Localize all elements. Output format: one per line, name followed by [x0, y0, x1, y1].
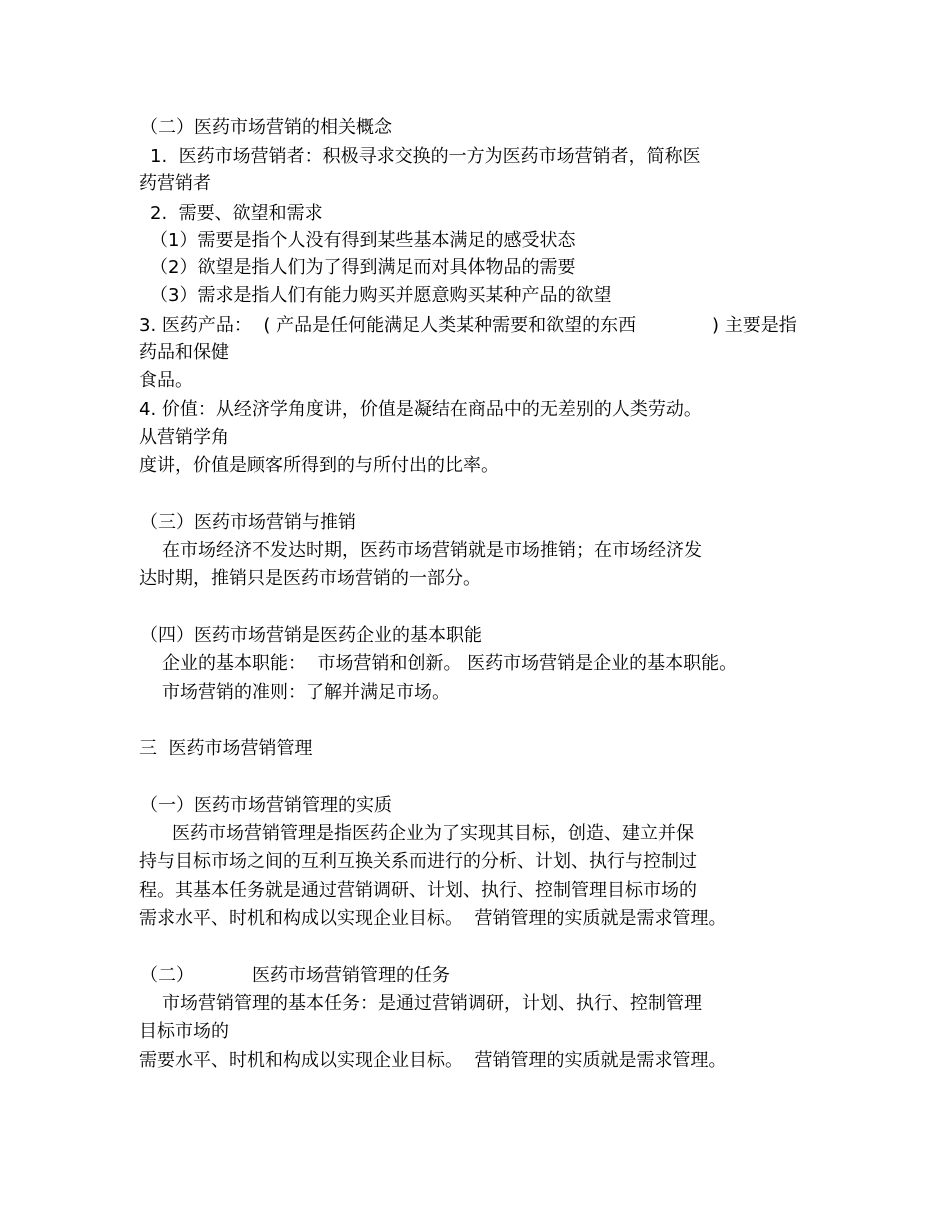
paragraph-line: 市场营销管理的基本任务：是通过营销调研，计划、执行、控制管理	[162, 993, 702, 1014]
section-heading: （四）医药市场营销是医药企业的基本职能	[140, 625, 482, 646]
paragraph-line: 医药市场营销管理是指医药企业为了实现其目标，创造、建立并保	[172, 823, 694, 844]
list-item: （2）欲望是指人们为了得到满足而对具体物品的需要	[150, 257, 576, 278]
paragraph-line: 持与目标市场之间的互利互换关系而进行的分析、计划、执行与控制过	[139, 851, 697, 872]
section-heading-number: （二）	[140, 965, 194, 986]
section-heading: 医药市场营销管理的任务	[252, 965, 450, 986]
paragraph-line: 市场营销的准则：了解并满足市场。	[162, 682, 450, 703]
list-item: （1）需要是指个人没有得到某些基本满足的感受状态	[150, 230, 576, 251]
list-item: （3）需求是指人们有能力购买并愿意购买某种产品的欲望	[150, 285, 612, 306]
chapter-heading: 三 医药市场营销管理	[139, 738, 313, 759]
paragraph-line: 达时期，推销只是医药市场营销的一部分。	[139, 568, 481, 589]
paragraph-line: 企业的基本职能： 市场营销和创新。 医药市场营销是企业的基本职能。	[162, 653, 738, 674]
paragraph-line: 需要水平、时机和构成以实现企业目标。 营销管理的实质就是需求管理。	[139, 1050, 727, 1071]
paragraph-line: 程。其基本任务就是通过营销调研、计划、执行、控制管理目标市场的	[139, 880, 697, 901]
paragraph-line: 需求水平、时机和构成以实现企业目标。 营销管理的实质就是需求管理。	[139, 908, 727, 929]
list-item: 2. 需要、欲望和需求	[150, 203, 323, 224]
paragraph-line: ) 主要是指	[712, 315, 797, 336]
paragraph-line: 药品和保健	[139, 342, 229, 363]
paragraph-line: 在市场经济不发达时期，医药市场营销就是市场推销；在市场经济发	[162, 540, 702, 561]
paragraph-line: 1. 医药市场营销者：积极寻求交换的一方为医药市场营销者，简称医	[150, 146, 701, 167]
paragraph-line: 3. 医药产品： ( 产品是任何能满足人类某种需要和欲望的东西	[139, 315, 637, 336]
section-heading: （二）医药市场营销的相关概念	[140, 117, 392, 138]
paragraph-line: 4. 价值：从经济学角度讲，价值是凝结在商品中的无差别的人类劳动。	[139, 399, 702, 420]
paragraph-line: 目标市场的	[139, 1021, 229, 1042]
section-heading: （一）医药市场营销管理的实质	[140, 795, 392, 816]
paragraph-line: 食品。	[139, 370, 193, 391]
paragraph-line: 药营销者	[139, 173, 211, 194]
section-heading: （三）医药市场营销与推销	[140, 512, 356, 533]
paragraph-line: 度讲，价值是顾客所得到的与所付出的比率。	[139, 455, 499, 476]
paragraph-line: 从营销学角	[139, 427, 229, 448]
